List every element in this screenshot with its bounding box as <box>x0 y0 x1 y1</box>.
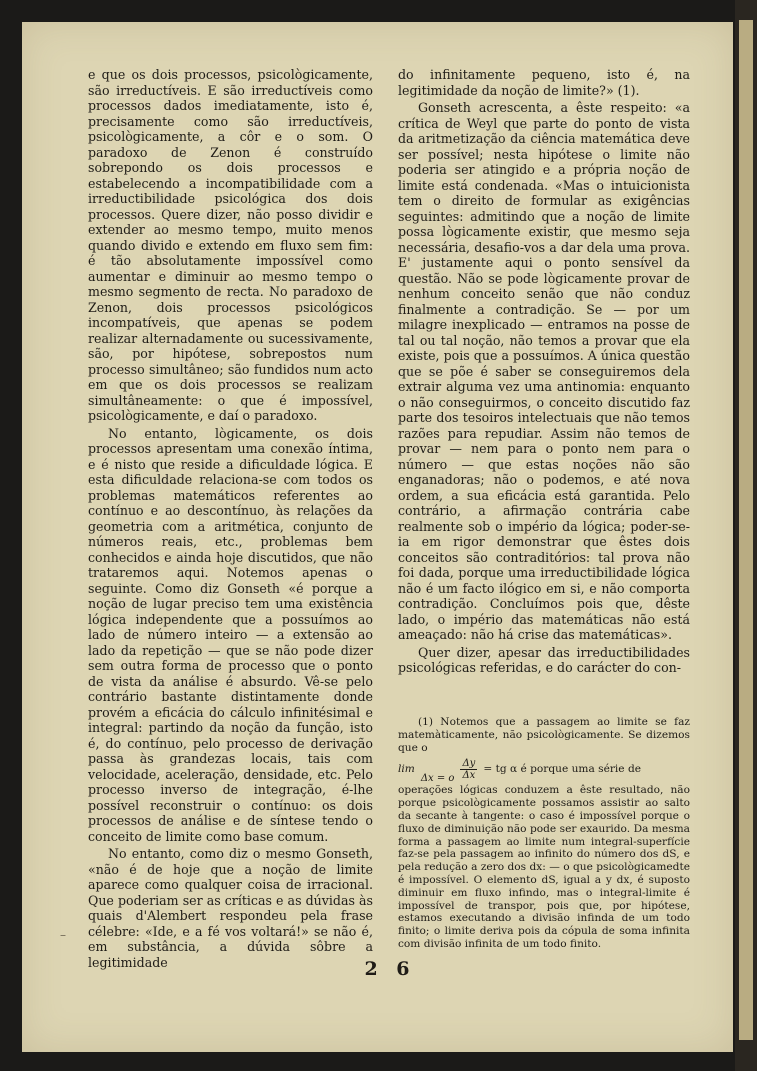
footnote <box>398 716 690 951</box>
formula-fraction <box>460 758 477 781</box>
paragraph: No entanto, lògicamente, os dois processos apresentam uma conexão íntima, e é nisto que reside a dificuldade lógica. E esta dificuldade relaciona-se com todos os problemas matemáticos referentes ao contínuo e ao descontínuo, às relações da geometria com a aritmética, conjunto de números reais, etc., problemas bem conhecidos e ainda hoje discutidos, que não trataremos aqui. Notemos apenas o seguinte. Como diz Gonseth «é porque a noção de lugar preciso tem uma existência lógica independente que a possuímos ao lado de número inteiro — a extensão ao lado da repetição — que se não pode dizer sem outra forma de processo que o ponto de vista da análise é absurdo. Vê-se pelo contrário bastante distintamente donde provém a eficácia do cálculo infinitésimal e integral: partindo da noção da função, isto é, do contínuo, pelo processo de derivação passa às grandezas locais, tais com velocidade, aceleração, densidade, etc. Pelo processo inverso de integração, é-lhe possível reconstruir o contínuo: os dois processos de análise e de síntese tendo o conceito de limite como base comum. <box>88 425 373 844</box>
right-column <box>398 67 690 676</box>
paragraph: do infinitamente pequeno, isto é, na legitimidade da noção de limite?» (1). <box>398 67 690 98</box>
fraction-denominator: Δx <box>462 769 476 781</box>
formula-rest: = tg α é porque uma série de <box>483 762 641 775</box>
formula-lim-subscript: Δx = o <box>420 772 455 784</box>
left-column <box>88 67 373 970</box>
page-number: 2 6 <box>364 958 416 980</box>
paragraph: Quer dizer, apesar das irreductibilidades psicológicas referidas, e do carácter do con- <box>398 644 690 675</box>
fraction-numerator: Δy <box>462 757 476 769</box>
paragraph: e que os dois processos, psicològicamente, são irreductíveis. E são irreductíveis como processos dados imediatamente, isto é, precisamente como são irreductíveis, psicològicamente, a côr e o som. O paradoxo de Zenon é construído sobrepondo os dois processos e estabelecendo a incompatibilidade com a irreductibilidade psicológica dos dois processos. Quere dizer, não posso dividir e extender ao mesmo tempo, muito menos quando divido e extendo em fluxo sem fim: é tão absolutamente impossível como aumentar e diminuir ao mesmo tempo o mesmo segmento de recta. No paradoxo de Zenon, dois processos psicológicos incompatíveis, que apenas se podem realizar alternadamente ou sucessivamente, são, por hipótese, sobrepostos num processo simultâneo; são fundidos num acto em que os dois processos se realizam simultâneamente: o que é impossível, psicològicamente, e daí o paradoxo. <box>88 67 373 423</box>
formula-lim: lim <box>398 762 415 775</box>
paragraph: No entanto, como diz o mesmo Gonseth, «não é de hoje que a noção de limite aparece como qualquer coisa de irracional. Que poderiam ser as críticas e as dúvidas às quais d'Alembert respondeu pela frase célebre: «Ide, e a fé vos voltará!» se não é, em substância, a dúvida sôbre a legitimidade <box>88 846 373 970</box>
footnote-intro: (1) Notemos que a passagem ao limite se faz matemàticamente, não psicològicamente. Se dizemos que o <box>398 716 690 754</box>
binding-edge <box>735 0 757 1071</box>
footnote-body: operações lógicas conduzem a êste resultado, não porque psicològicamente possamos assistir ao salto da secante à tangente: o caso é impossível porque o fluxo de diminuição não pode ser exaurido. Da mesma forma a passagem ao limite num integral-superfície faz-se pela passagem ao infinito do número dos dS, e pela redução a zero dos dx: — o que psicològicamedte é impossível. O elemento dS, igual a y dx, é suposto diminuir em fluxo infindo, mas o integral-limite é impossível de transpor, pois que, por hipótese, estamos executando a divisão infinda de um todo finito; o limite deriva pois da cópula de soma infinita com divisão infinita de um todo finito. <box>398 784 690 950</box>
footnote-formula <box>398 754 690 784</box>
margin-mark: – <box>60 928 66 942</box>
next-page-edge <box>739 20 753 1040</box>
paragraph: Gonseth acrescenta, a êste respeito: «a crítica de Weyl que parte do ponto de vista da aritmetização da ciência matemática deve ser possível; nesta hipótese o limite não poderia ser atingido e a própria noção de limite está condenada. «Mas o intuicionista tem o direito de formular as exigências seguintes: admitindo que a noção de limite possa lògicamente existir, que mesmo seja necessária, desafio-vos a dar dela uma prova. E' justamente aqui o ponto sensível da questão. Não se pode lògicamente provar de nenhum conceito senão que não conduz finalmente a contradição. Se — por um milagre inexplicado — entramos na posse de tal ou tal noção, não temos a provar que ela existe, pois que a possuímos. A única questão que se põe é saber se conseguiremos dela extrair alguma vez uma antinomia: enquanto o não conseguirmos, o conceito discutido faz parte dos tesoiros intelectuais que não temos razões para repudiar. Assim não temos de provar — nem para o ponto nem para o número — que estas noções não são enganadoras; não o podemos, e até nova ordem, a sua eficácia está garantida. Pelo contrário, a afirmação contrária cabe realmente sob o império da lógica; poder-se-ia em rigor demonstrar que êstes dois conceitos são contraditórios: tal prova não foi dada, porque uma irreductibilidade lógica não é um facto ilógico em si, e não comporta contradição. Concluímos pois que, dêste lado, o império das matemáticas não está ameaçado: não há crise das matemáticas». <box>398 100 690 642</box>
